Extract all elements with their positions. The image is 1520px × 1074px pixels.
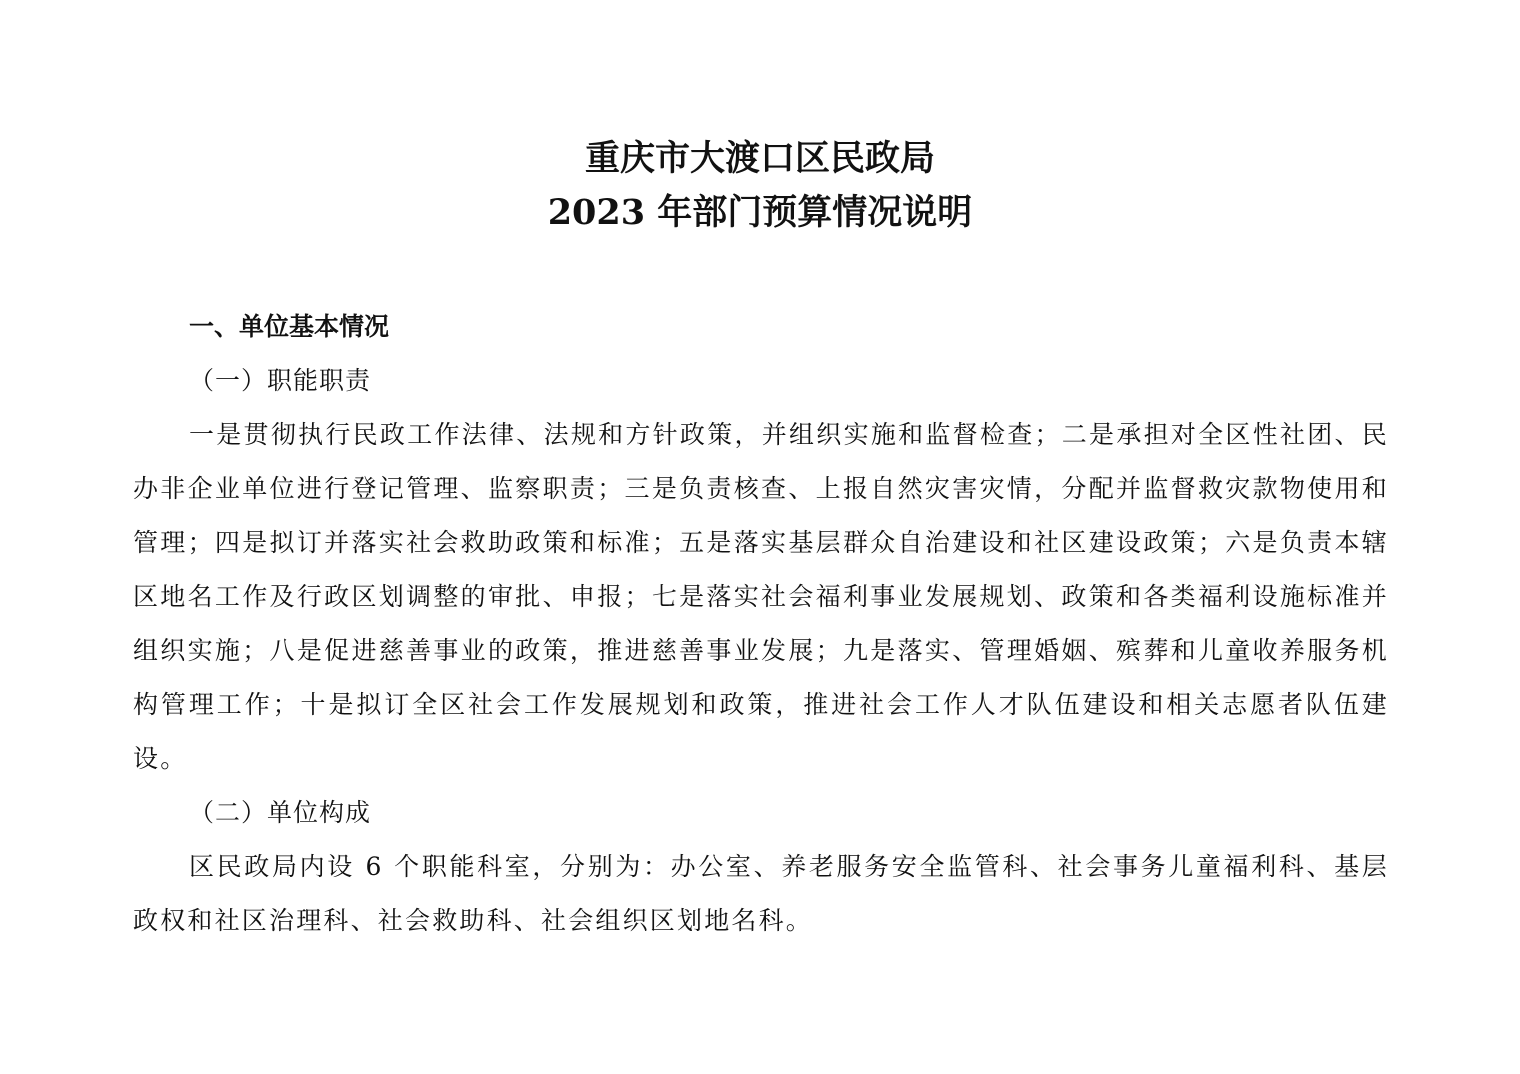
title-line-1: 重庆市大渡口区民政局 <box>584 138 935 179</box>
document-title <box>0 132 1520 240</box>
paragraph-duties: 一是贯彻执行民政工作法律、法规和方针政策，并组织实施和监督检查；二是承担对全区性社团、民办非企业单位进行登记管理、监察职责；三是负责核查、上报自然灾害灾情，分配并监督救灾款物使用和管理；四是拟订并落实社会救助政策和标准；五是落实基层群众自治建设和社区建设政策；六是负责本辖区地名工作及行政区划调整的审批、申报；七是落实社会福利事业发展规划、政策和各类福利设施标准并组织实施；八是促进慈善事业的政策，推进慈善事业发展；九是落实、管理婚姻、殡葬和儿童收养服务机构管理工作；十是拟订全区社会工作发展规划和政策，推进社会工作人才队伍建设和相关志愿者队伍建设。 <box>133 420 1389 773</box>
subsection-heading-duties: （一）职能职责 <box>189 366 372 395</box>
subsection-heading-composition: （二）单位构成 <box>189 798 372 827</box>
document-body <box>133 300 1389 948</box>
title-line-2: 2023 年部门预算情况说明 <box>547 192 973 233</box>
section-heading: 一、单位基本情况 <box>189 312 390 341</box>
paragraph-composition: 区民政局内设 6 个职能科室，分别为：办公室、养老服务安全监管科、社会事务儿童福利科、基层政权和社区治理科、社会救助科、社会组织区划地名科。 <box>133 852 1389 935</box>
